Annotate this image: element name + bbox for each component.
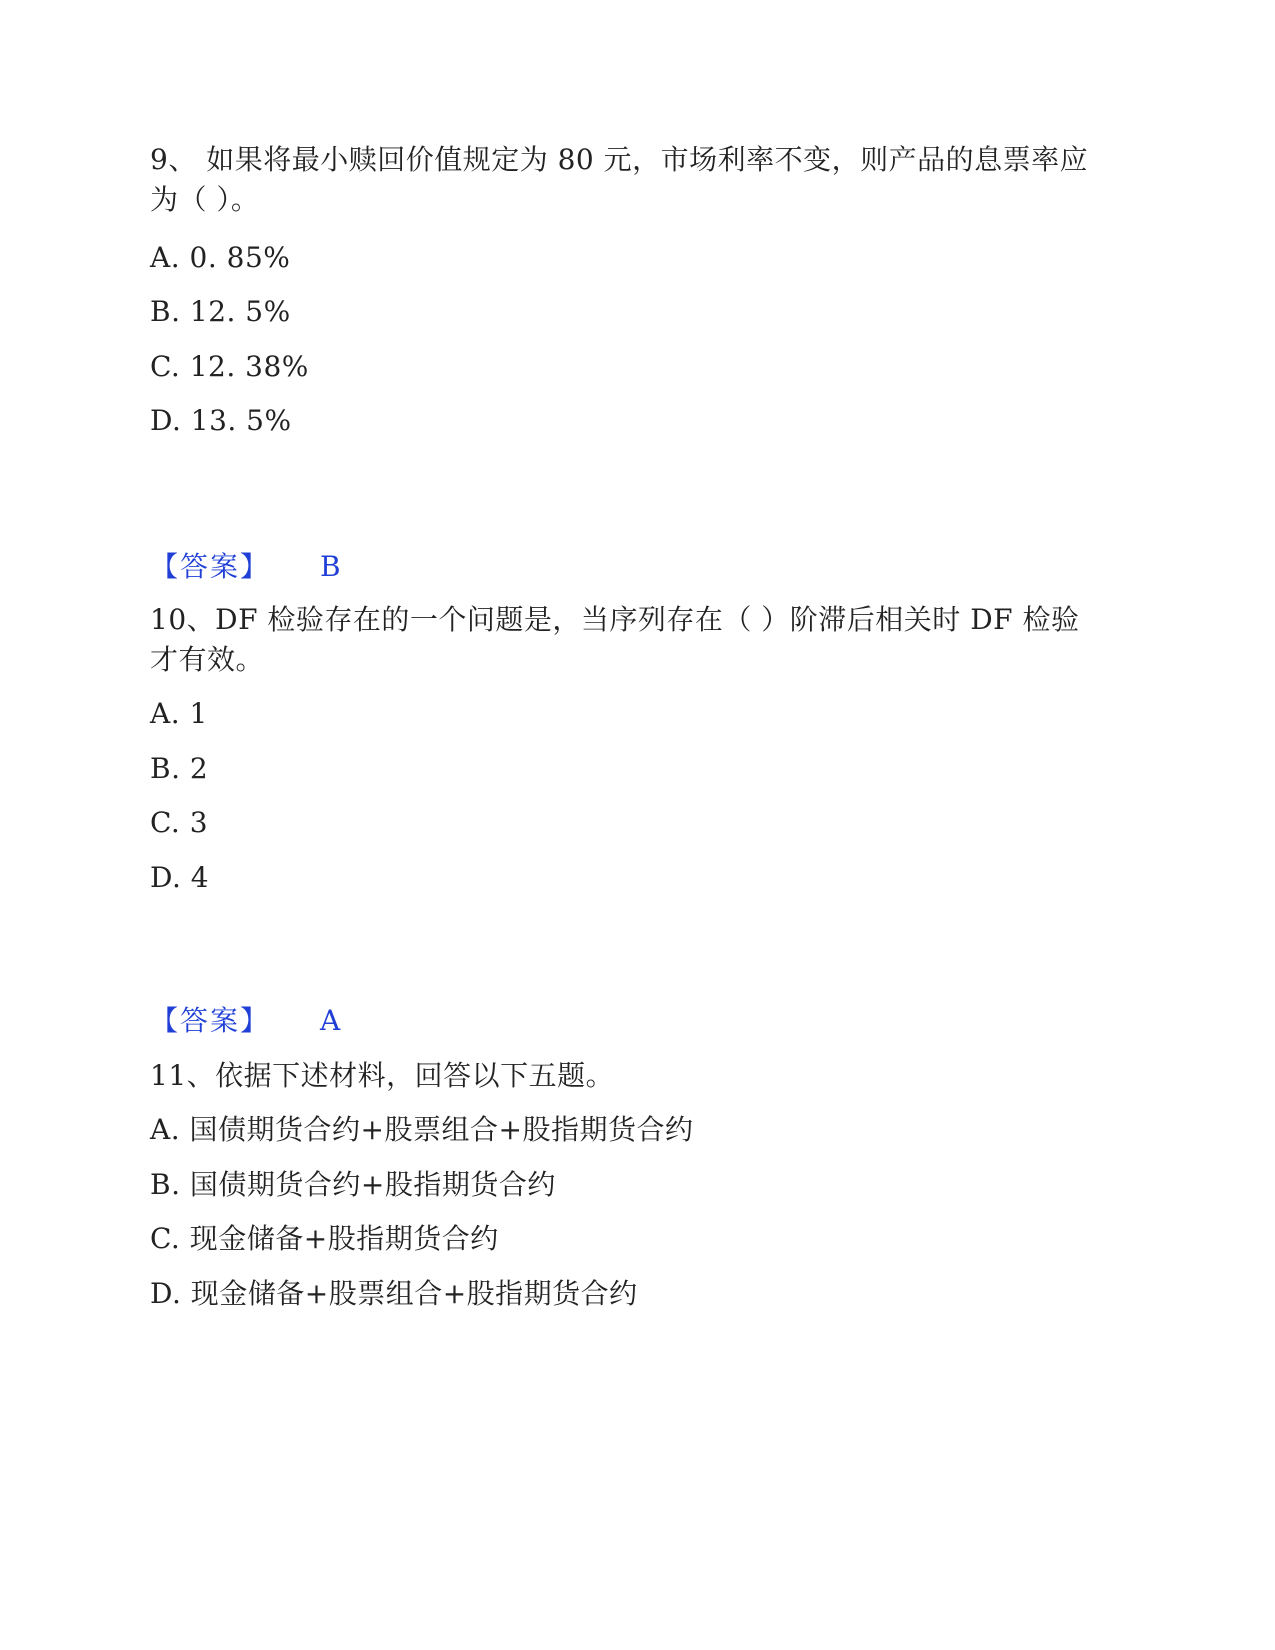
question-10-stem-line-1: 10、DF 检验存在的一个问题是，当序列存在（ ）阶滞后相关时 DF 检验	[150, 603, 1080, 636]
answer-label: 【答案】	[150, 1004, 271, 1037]
question-9-answer	[150, 547, 341, 587]
question-11-stem: 11、依据下述材料，回答以下五题。	[150, 1059, 615, 1092]
answer-value: A	[320, 1004, 341, 1037]
question-9-option-c: C. 12. 38%	[150, 350, 309, 383]
question-10-option-b: B. 2	[150, 752, 209, 785]
question-11-option-a: A. 国债期货合约+股票组合+股指期货合约	[150, 1113, 694, 1146]
question-11-option-b: B. 国债期货合约+股指期货合约	[150, 1168, 556, 1201]
question-10-option-c: C. 3	[150, 806, 209, 839]
question-9-option-d: D. 13. 5%	[150, 404, 292, 437]
answer-value: B	[320, 550, 342, 583]
question-11-option-c: C. 现金储备+股指期货合约	[150, 1222, 499, 1255]
question-11-option-d: D. 现金储备+股票组合+股指期货合约	[150, 1277, 638, 1310]
question-9-option-b: B. 12. 5%	[150, 295, 291, 328]
question-10-answer	[150, 1001, 341, 1041]
question-9-stem-line-1: 9、 如果将最小赎回价值规定为 80 元，市场利率不变，则产品的息票率应	[150, 143, 1089, 176]
question-10-stem-line-2: 才有效。	[150, 643, 265, 676]
question-10-option-d: D. 4	[150, 861, 210, 894]
question-9-stem-line-2: 为（ ）。	[150, 183, 260, 216]
question-10-option-a: A. 1	[150, 697, 208, 730]
answer-label: 【答案】	[150, 550, 271, 583]
question-9-option-a: A. 0. 85%	[150, 241, 291, 274]
